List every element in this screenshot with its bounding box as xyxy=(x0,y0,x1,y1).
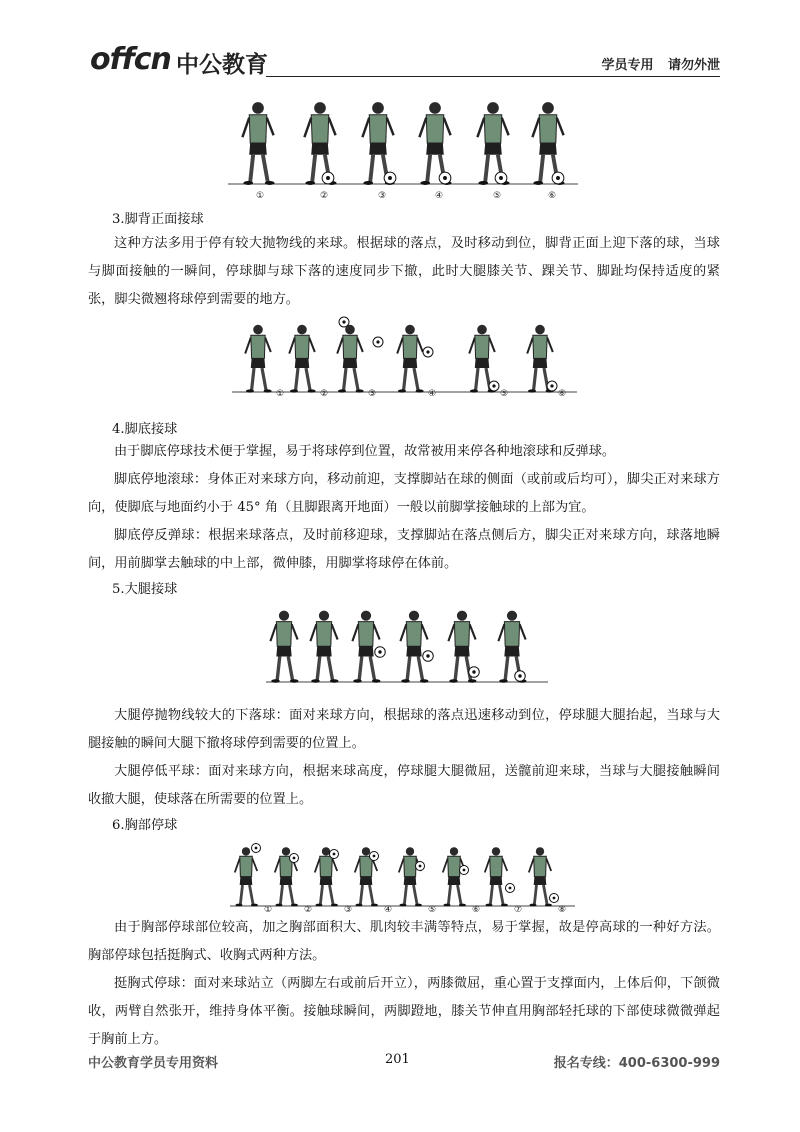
figure-step-label: ⑦ xyxy=(513,905,523,915)
figure-step-label: ⑤ xyxy=(499,389,509,399)
ball-icon xyxy=(252,844,261,853)
figure-step-label: ④ xyxy=(427,389,437,399)
figure-3-svg xyxy=(266,606,548,690)
section-3-body xyxy=(88,230,720,314)
player-figure xyxy=(242,102,274,185)
player-figure xyxy=(529,847,552,906)
player-figure xyxy=(399,847,422,906)
header-confidential-tag: 学员专用 请勿外泄 xyxy=(601,58,720,73)
footer-hotline: 报名专线：400-6300-999 xyxy=(553,1056,720,1071)
ball-icon xyxy=(375,647,386,658)
page-number: 201 xyxy=(385,1052,410,1067)
figure-instep-stop-sequence xyxy=(228,98,578,204)
paragraph: 脚底停反弹球：根据来球落点，及时前移迎球，支撑脚站在落点侧后方，脚尖正对来球方向，球落地瞬间，用前脚掌去触球的中上部，微伸膝，用脚掌将球停在体前。 xyxy=(88,528,720,571)
player-figure xyxy=(352,611,380,683)
figure-step-label: ④ xyxy=(383,905,393,915)
figure-1-svg xyxy=(228,98,578,204)
player-figure xyxy=(397,325,423,393)
ball-icon xyxy=(370,852,379,861)
paragraph: 大腿停低平球：面对来球方向，根据来球高度，停球腿大腿微屈，送髋前迎来球，当球与大腿接触瞬间收撤大腿，使球落在所需要的位置上。 xyxy=(88,764,720,807)
player-figure xyxy=(477,102,509,185)
figure-step-label: ⑤ xyxy=(492,191,502,201)
ball-icon xyxy=(460,866,469,875)
section-heading-6: 6.胸部停球 xyxy=(112,818,178,833)
player-figure xyxy=(443,847,466,906)
figure-step-label: ⑥ xyxy=(471,905,481,915)
figure-4-svg xyxy=(230,840,575,916)
page-header xyxy=(88,34,720,82)
figure-2-svg xyxy=(232,316,577,402)
section-4-body xyxy=(88,438,720,578)
section-heading-5: 5.大腿接球 xyxy=(112,582,178,597)
ball-icon xyxy=(489,381,499,391)
figure-step-label: ③ xyxy=(377,191,387,201)
ball-icon xyxy=(439,172,451,184)
ball-icon xyxy=(547,381,557,391)
footer-brand: 中公教育学员专用资料 xyxy=(88,1056,219,1071)
offcn-logo-cjk: 中公教育 xyxy=(176,52,268,78)
figure-step-label: ① xyxy=(263,905,273,915)
player-figure xyxy=(245,325,271,393)
ball-icon xyxy=(373,337,383,347)
ball-icon xyxy=(515,671,526,682)
player-figure xyxy=(400,611,428,683)
ball-icon xyxy=(416,862,425,871)
figure-step-label: ⑥ xyxy=(547,191,557,201)
figure-step-label: ⑥ xyxy=(557,389,567,399)
paragraph: 由于胸部停球部位较高，加之胸部面积大、肌肉较丰满等特点，易于掌握，故是停高球的一种好方法。胸部停球包括挺胸式、收胸式两种方法。 xyxy=(88,920,720,963)
player-figure xyxy=(310,611,338,683)
figure-step-label: ⑧ xyxy=(557,905,567,915)
ball-icon xyxy=(495,172,507,184)
player-figure xyxy=(289,325,315,393)
player-figure xyxy=(337,325,363,393)
section-6-body xyxy=(88,914,720,1054)
paragraph: 大腿停抛物线较大的下落球：面对来球方向，根据球的落点迅速移动到位，停球腿大腿抬起，当球与大腿接触的瞬间大腿下撤将球停到需要的位置上。 xyxy=(88,708,720,751)
section-heading-3: 3.脚背正面接球 xyxy=(112,212,204,227)
figure-step-label: ④ xyxy=(434,191,444,201)
paragraph: 脚底停地滚球：身体正对来球方向，移动前迎，支撑脚站在球的侧面（或前或后均可），脚尖正对来球方向，使脚底与地面约小于 45° 角（且脚跟离开地面）一般以前脚掌接触球的上部为宜。 xyxy=(88,472,720,515)
figure-step-label: ③ xyxy=(367,389,377,399)
ball-icon xyxy=(469,667,480,678)
ball-icon xyxy=(339,317,349,327)
figure-step-label: ③ xyxy=(343,905,353,915)
ball-icon xyxy=(550,894,559,903)
figure-instep-front-receive xyxy=(232,316,577,402)
ball-icon xyxy=(384,172,396,184)
figure-step-label: ① xyxy=(275,389,285,399)
ball-icon xyxy=(506,884,515,893)
ball-icon xyxy=(330,850,339,859)
player-figure xyxy=(485,847,508,906)
ball-icon xyxy=(552,172,564,184)
page-footer xyxy=(88,1052,720,1074)
figure-step-label: ⑤ xyxy=(427,905,437,915)
ball-icon xyxy=(423,347,433,357)
figure-thigh-receive xyxy=(266,606,548,690)
figure-step-label: ① xyxy=(255,191,265,201)
section-heading-4: 4.脚底接球 xyxy=(112,422,178,437)
figure-chest-receive xyxy=(230,840,575,916)
figure-step-label: ② xyxy=(319,389,329,399)
ball-icon xyxy=(290,854,299,863)
paragraph: 这种方法多用于停有较大抛物线的来球。根据球的落点，及时移动到位，脚背正面上迎下落的球，当球与脚面接触的一瞬间，停球脚与球下落的速度同步下撤，此时大腿膝关节、踝关节、脚趾均保持适度的紧张，脚尖微翘将球停到需要的地方。 xyxy=(88,236,720,307)
offcn-logo: offcn xyxy=(90,42,171,77)
player-figure xyxy=(270,611,298,683)
section-5-body xyxy=(88,702,720,814)
player-figure xyxy=(304,102,336,185)
ball-icon xyxy=(322,172,334,184)
figure-step-label: ② xyxy=(319,191,329,201)
player-figure xyxy=(235,847,258,906)
paragraph: 由于脚底停球技术便于掌握，易于将球停到位置，故常被用来停各种地滚球和反弹球。 xyxy=(114,444,616,459)
ball-icon xyxy=(423,651,434,662)
header-rule xyxy=(266,76,720,77)
figure-step-label: ② xyxy=(303,905,313,915)
paragraph: 挺胸式停球：面对来球站立（两脚左右或前后开立），两膝微屈，重心置于支撑面内，上体后仰，下颌微收，两臂自然张开，维持身体平衡。接触球瞬间，两脚蹬地，膝关节伸直用胸部轻托球的下部使球微微弹起于胸前上方。 xyxy=(88,976,720,1047)
